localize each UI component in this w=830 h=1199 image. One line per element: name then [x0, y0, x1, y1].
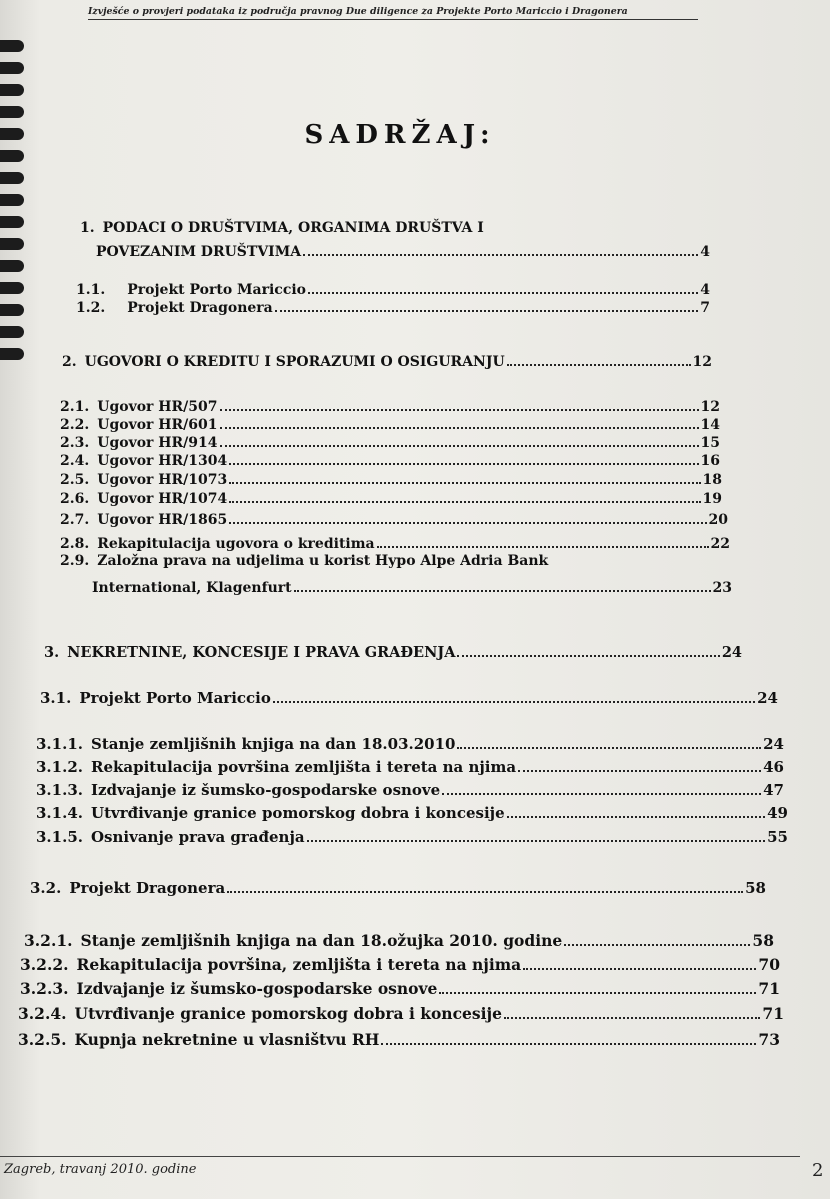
toc-number: 3.2.4.: [18, 1003, 67, 1023]
toc-entry[interactable]: [76, 296, 710, 316]
toc-number: 3.2.: [30, 879, 62, 897]
toc-entry[interactable]: [44, 640, 742, 661]
toc-page-number: 16: [700, 453, 720, 469]
toc-dot-leader: [439, 976, 756, 994]
toc-page-number: 20: [708, 512, 728, 528]
toc-entry[interactable]: [20, 952, 780, 974]
toc-number: 3.1.1.: [36, 735, 83, 753]
toc-label: Projekt Dragonera: [127, 300, 273, 316]
toc-entry[interactable]: [60, 487, 722, 507]
toc-label-continued: International, Klagenfurt: [92, 580, 292, 596]
toc-page-number: 71: [758, 978, 780, 998]
toc-entry[interactable]: [60, 449, 720, 469]
toc-label: Utvrđivanje granice pomorskog dobra i koncesije: [74, 1003, 502, 1023]
page-number: 2: [812, 1160, 824, 1181]
toc-number: 1.1.: [76, 282, 106, 298]
toc-dot-leader: [381, 1027, 756, 1045]
toc-label-continued: POVEZANIM DRUŠTVIMA: [96, 244, 302, 260]
toc-entry[interactable]: [62, 350, 712, 370]
toc-label: Osnivanje prava građenja: [90, 828, 305, 846]
toc-dot-leader: [303, 240, 698, 256]
toc-entry[interactable]: [60, 553, 740, 569]
running-header: Izvješće o provjeri podataka iz područja pravnog Due diligence za Projekte Porto Mariccio i Dragonera: [88, 6, 698, 20]
toc-page-number: 22: [710, 536, 730, 552]
toc-number: 3.1.5.: [36, 828, 83, 846]
toc-dot-leader: [308, 278, 698, 294]
toc-label: Projekt Porto Mariccio: [127, 282, 307, 298]
toc-dot-leader: [275, 296, 699, 312]
toc-label: Ugovor HR/601: [97, 417, 218, 433]
toc-dot-leader: [229, 468, 700, 484]
toc-number: 2.3.: [60, 435, 90, 451]
toc-entry[interactable]: [36, 755, 784, 776]
toc-entry[interactable]: [24, 928, 774, 950]
toc-page-number: 12: [692, 354, 712, 370]
toc-label: Kupnja nekretnine u vlasništvu RH: [74, 1029, 380, 1049]
toc-dot-leader: [273, 686, 755, 703]
toc-entry[interactable]: [18, 1001, 784, 1023]
toc-page-number: 46: [763, 758, 784, 776]
toc-label: Ugovor HR/1073: [97, 472, 228, 488]
toc-dot-leader: [564, 928, 750, 946]
toc-dot-leader: [220, 395, 699, 411]
toc-label: Ugovor HR/914: [97, 435, 218, 451]
toc-dot-leader: [457, 732, 761, 749]
toc-page-number: 49: [767, 804, 788, 822]
toc-label: Projekt Dragonera: [69, 879, 226, 897]
toc-entry-continued[interactable]: [96, 240, 710, 260]
toc-page-number: 24: [763, 735, 784, 753]
toc-page-number: 18: [702, 472, 722, 488]
toc-label: Stanje zemljišnih knjiga na dan 18.ožujka 2010. godine: [80, 930, 563, 950]
toc-number: 3.1.2.: [36, 758, 83, 776]
toc-label: Rekapitulacija površina zemljišta i tereta na njima: [90, 758, 517, 776]
toc-page-number: 4: [700, 282, 710, 298]
toc-number: 2.: [62, 354, 77, 370]
toc-page-number: 70: [758, 954, 780, 974]
toc-entry[interactable]: [36, 825, 788, 846]
toc-entry[interactable]: [36, 732, 784, 753]
toc-dot-leader: [220, 431, 699, 447]
toc-page-number: 47: [763, 781, 784, 799]
toc-label: Ugovor HR/1304: [97, 453, 228, 469]
toc-label: PODACI O DRUŠTVIMA, ORGANIMA DRUŠTVA I: [102, 220, 484, 236]
toc-entry[interactable]: [30, 876, 766, 897]
toc-label: Izdvajanje iz šumsko-gospodarske osnove: [76, 978, 438, 998]
toc-page-number: 12: [700, 399, 720, 415]
toc-number: 3.1.4.: [36, 804, 83, 822]
toc-dot-leader: [294, 576, 711, 592]
toc-page-number: 71: [762, 1003, 784, 1023]
toc-dot-leader: [523, 952, 756, 970]
toc-dot-leader: [518, 755, 761, 772]
toc-entry[interactable]: [36, 778, 784, 799]
footer-divider: [0, 1156, 800, 1157]
toc-page-number: 14: [700, 417, 720, 433]
toc-label: Izdvajanje iz šumsko-gospodarske osnove: [90, 781, 441, 799]
toc-page-number: 4: [700, 244, 710, 260]
toc-label: Rekapitulacija površina, zemljišta i tereta na njima: [76, 954, 522, 974]
toc-dot-leader: [229, 487, 700, 503]
toc-number: 2.7.: [60, 512, 90, 528]
toc-entry[interactable]: [60, 468, 722, 488]
toc-page-number: 24: [721, 643, 742, 661]
toc-label: Rekapitulacija ugovora o kreditima: [97, 536, 375, 552]
toc-dot-leader: [457, 640, 719, 657]
toc-page-number: 73: [758, 1029, 780, 1049]
toc-page-number: 24: [757, 689, 778, 707]
toc-dot-leader: [307, 825, 766, 842]
toc-number: 3.2.2.: [20, 954, 69, 974]
toc-number: 3.: [44, 643, 60, 661]
toc-number: 3.2.1.: [24, 930, 73, 950]
toc-entry[interactable]: [60, 395, 720, 415]
toc-dot-leader: [229, 508, 706, 524]
toc-label: Stanje zemljišnih knjiga na dan 18.03.2010: [90, 735, 456, 753]
toc-number: 1.2.: [76, 300, 106, 316]
toc-entry[interactable]: [18, 1027, 780, 1049]
toc-label: Ugovor HR/507: [97, 399, 218, 415]
toc-entry[interactable]: [36, 801, 788, 822]
footer-text: Zagreb, travanj 2010. godine: [4, 1162, 197, 1177]
toc-entry[interactable]: [40, 686, 778, 707]
toc-label: UGOVORI O KREDITU I SPORAZUMI O OSIGURANJU: [84, 354, 505, 370]
toc-label: Založna prava na udjelima u korist Hypo Alpe Adria Bank: [97, 553, 549, 569]
toc-entry[interactable]: [60, 532, 730, 552]
toc-number: 3.1.: [40, 689, 72, 707]
toc-dot-leader: [220, 413, 699, 429]
toc-label: Ugovor HR/1074: [97, 491, 228, 507]
toc-page-number: 58: [752, 930, 774, 950]
toc-number: 3.2.5.: [18, 1029, 67, 1049]
toc-page-number: 7: [700, 300, 710, 316]
toc-entry[interactable]: [76, 278, 710, 298]
toc-page-number: 15: [700, 435, 720, 451]
toc-entry[interactable]: [60, 413, 720, 433]
toc-dot-leader: [377, 532, 709, 548]
toc-dot-leader: [227, 876, 743, 893]
page-title: SADRŽAJ:: [304, 120, 496, 150]
toc-number: 1.: [80, 220, 95, 236]
toc-page-number: 55: [767, 828, 788, 846]
toc-entry[interactable]: [60, 431, 720, 451]
toc-dot-leader: [229, 449, 698, 465]
toc-label: Projekt Porto Mariccio: [79, 689, 271, 707]
toc-page-number: 58: [745, 879, 766, 897]
toc-entry[interactable]: [60, 508, 728, 528]
toc-entry[interactable]: [80, 220, 720, 236]
toc-number: 2.5.: [60, 472, 90, 488]
toc-entry[interactable]: [20, 976, 780, 998]
toc-dot-leader: [507, 350, 691, 366]
toc-number: 2.1.: [60, 399, 90, 415]
toc-dot-leader: [442, 778, 761, 795]
toc-number: 2.2.: [60, 417, 90, 433]
toc-label: NEKRETNINE, KONCESIJE I PRAVA GRAĐENJA: [67, 643, 456, 661]
toc-page-number: 19: [702, 491, 722, 507]
toc-number: 2.6.: [60, 491, 90, 507]
toc-number: 2.8.: [60, 536, 90, 552]
toc-dot-leader: [507, 801, 766, 818]
toc-number: 2.9.: [60, 553, 90, 569]
toc-label: Utvrđivanje granice pomorskog dobra i koncesije: [90, 804, 505, 822]
toc-number: 3.1.3.: [36, 781, 83, 799]
toc-dot-leader: [504, 1001, 760, 1019]
toc-number: 3.2.3.: [20, 978, 69, 998]
toc-label: Ugovor HR/1865: [97, 512, 228, 528]
toc-number: 2.4.: [60, 453, 90, 469]
toc-page-number: 23: [712, 580, 732, 596]
toc-entry-continued[interactable]: [92, 576, 732, 596]
